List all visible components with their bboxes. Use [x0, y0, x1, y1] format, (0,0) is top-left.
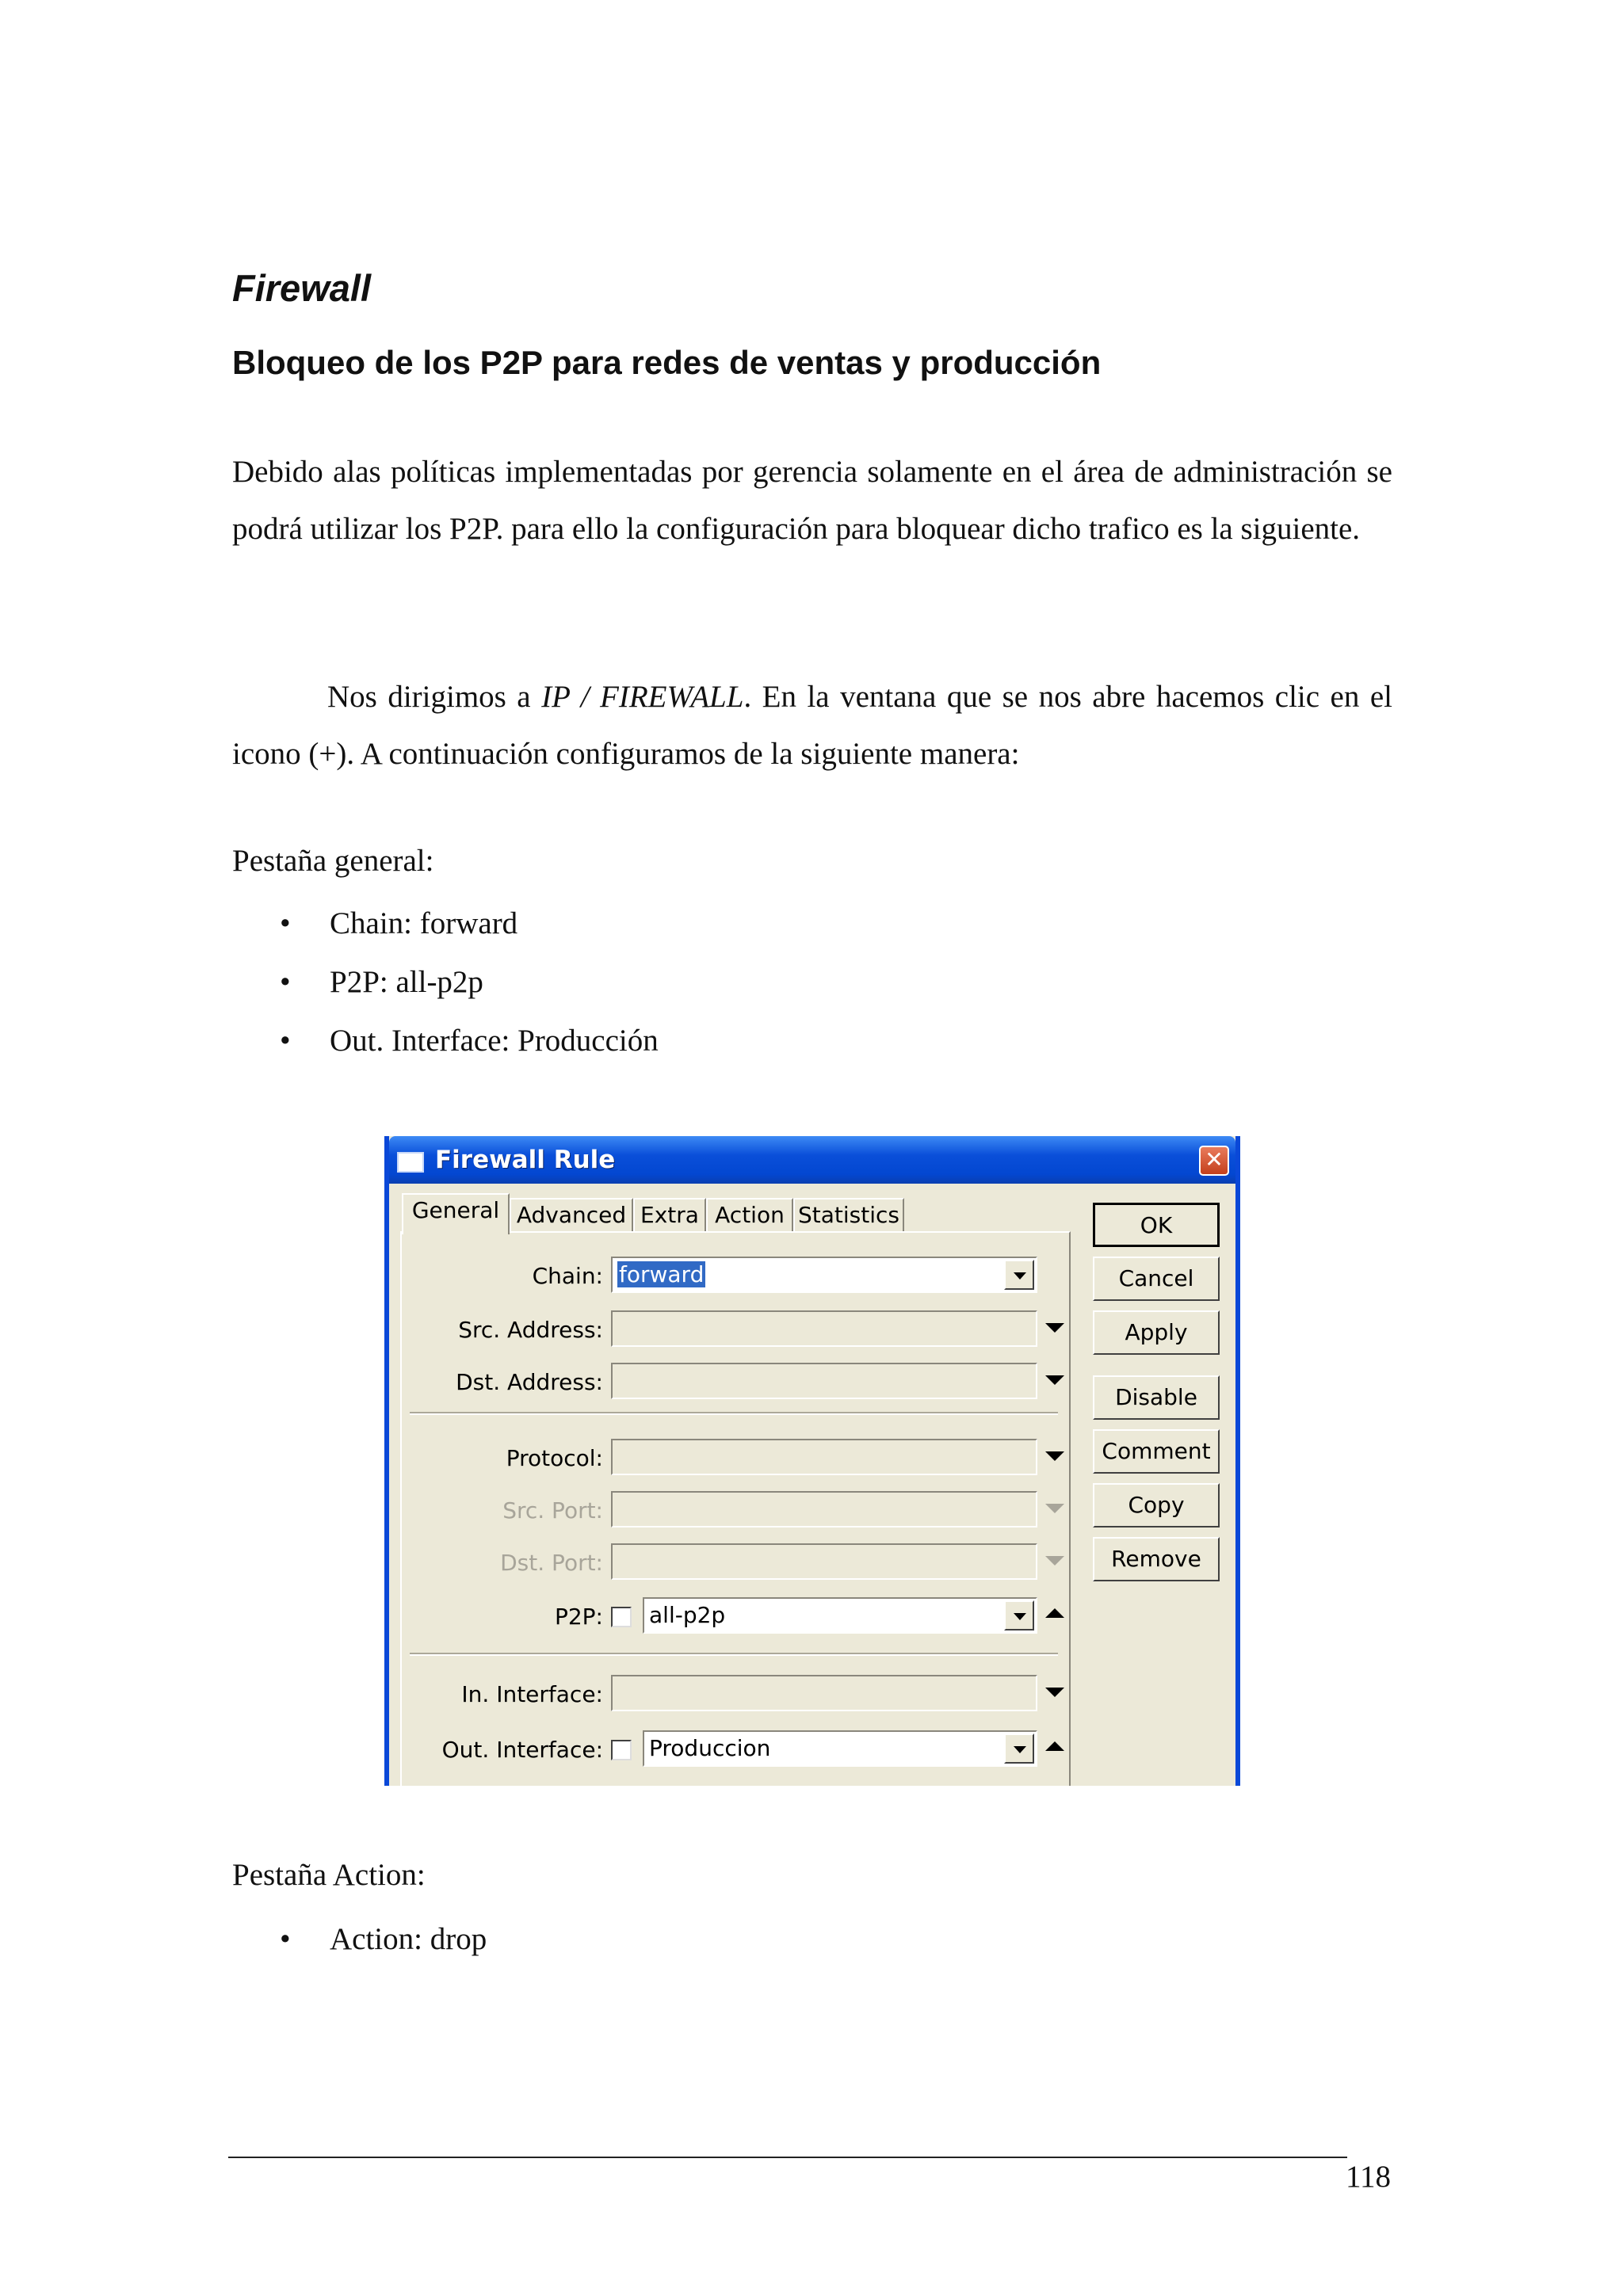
out-interface-negate-checkbox[interactable] [611, 1740, 632, 1760]
bullet-icon: • [280, 1024, 291, 1058]
remove-button[interactable]: Remove [1093, 1537, 1220, 1581]
out-interface-label: Out. Interface: [441, 1737, 603, 1763]
list-item-text: P2P: all-p2p [330, 965, 483, 999]
chevron-down-icon[interactable] [1004, 1600, 1034, 1630]
general-tab-panel [400, 1231, 1071, 1786]
tab-statistics[interactable]: Statistics [793, 1198, 904, 1233]
intro-paragraph: Debido alas políticas implementadas por gerencia solamente en el área de administración se podrá utilizar los P2P. para ello la configuración para bloquear dicho trafico es la siguiente. [232, 455, 1392, 546]
divider [410, 1653, 1058, 1656]
bullet-icon: • [280, 1922, 291, 1956]
src-port-label: Src. Port: [502, 1497, 603, 1524]
p2p-select[interactable] [643, 1597, 1037, 1634]
divider [410, 1412, 1058, 1415]
expand-down-icon [1045, 1504, 1064, 1513]
section-subtitle: Bloqueo de los P2P para redes de ventas y producción [232, 344, 1102, 381]
instructions-after: . En la ventana que se nos abre hacemos clic en el icono (+). A continuación configuramos de la siguiente manera: [232, 680, 1392, 771]
tab-extra[interactable]: Extra [633, 1198, 706, 1233]
p2p-label: P2P: [554, 1604, 603, 1630]
dialog-titlebar[interactable] [389, 1136, 1235, 1184]
src-port-field [611, 1491, 1037, 1527]
dialog-title: Firewall Rule [435, 1146, 616, 1174]
list-item [232, 894, 659, 953]
list-item [232, 953, 659, 1012]
bullet-icon: • [280, 906, 291, 940]
copy-button[interactable]: Copy [1093, 1483, 1220, 1527]
expand-down-icon[interactable] [1045, 1375, 1064, 1385]
dst-port-label: Dst. Port: [500, 1550, 603, 1576]
list-item-text: Out. Interface: Producción [330, 1024, 659, 1058]
chevron-down-icon[interactable] [1004, 1733, 1034, 1764]
in-interface-label: In. Interface: [461, 1681, 603, 1707]
p2p-value: all-p2p [649, 1602, 726, 1628]
expand-down-icon[interactable] [1045, 1451, 1064, 1461]
in-interface-field[interactable] [611, 1675, 1037, 1711]
menu-path: IP / FIREWALL [541, 680, 744, 714]
chain-label: Chain: [532, 1263, 603, 1289]
dst-port-field [611, 1543, 1037, 1580]
expand-down-icon [1045, 1556, 1064, 1566]
comment-button[interactable]: Comment [1093, 1429, 1220, 1474]
bullet-icon: • [280, 965, 291, 999]
chain-value: forward [619, 1261, 705, 1287]
close-icon: ✕ [1205, 1146, 1224, 1173]
protocol-label: Protocol: [506, 1445, 603, 1471]
page-number: 118 [1346, 2160, 1392, 2194]
dst-address-label: Dst. Address: [456, 1369, 603, 1395]
instructions-paragraph [232, 669, 1392, 783]
list-item [232, 1910, 487, 1969]
dst-address-field[interactable] [611, 1363, 1037, 1399]
section-title: Firewall [232, 267, 372, 309]
collapse-up-icon[interactable] [1045, 1608, 1064, 1618]
action-tab-label: Pestaña Action: [232, 1858, 426, 1892]
expand-down-icon[interactable] [1045, 1688, 1064, 1697]
tab-advanced[interactable]: Advanced [510, 1198, 633, 1233]
disable-button[interactable]: Disable [1093, 1375, 1220, 1420]
apply-button[interactable]: Apply [1093, 1310, 1220, 1355]
chain-select[interactable] [611, 1257, 1037, 1293]
src-address-field[interactable] [611, 1310, 1037, 1347]
footer-divider [228, 2157, 1347, 2158]
cancel-button[interactable]: Cancel [1093, 1257, 1220, 1301]
out-interface-value: Produccion [649, 1735, 771, 1761]
tab-general[interactable]: General [402, 1193, 510, 1234]
instructions-before: Nos dirigimos a [327, 680, 542, 714]
general-settings-list [232, 894, 659, 1070]
tab-action[interactable]: Action [706, 1198, 793, 1233]
list-item-text: Chain: forward [330, 906, 518, 940]
expand-down-icon[interactable] [1045, 1323, 1064, 1333]
src-address-label: Src. Address: [458, 1317, 603, 1343]
out-interface-select[interactable] [643, 1730, 1037, 1767]
window-icon [397, 1152, 424, 1173]
chevron-down-icon[interactable] [1004, 1260, 1034, 1290]
firewall-rule-dialog [384, 1136, 1240, 1786]
list-item-text: Action: drop [330, 1922, 487, 1956]
general-tab-label: Pestaña general: [232, 844, 434, 878]
p2p-negate-checkbox[interactable] [611, 1607, 632, 1627]
protocol-field[interactable] [611, 1439, 1037, 1475]
collapse-up-icon[interactable] [1045, 1741, 1064, 1751]
action-settings-list [232, 1910, 487, 1969]
close-button[interactable] [1199, 1146, 1229, 1176]
list-item [232, 1012, 659, 1070]
ok-button[interactable]: OK [1093, 1203, 1220, 1247]
